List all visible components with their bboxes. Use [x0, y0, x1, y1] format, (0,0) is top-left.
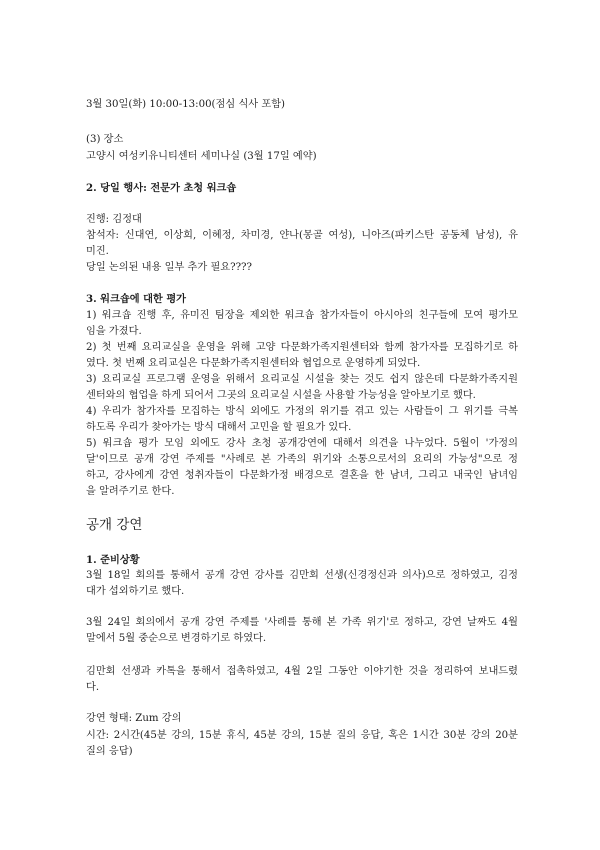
prep-para-1: 3월 18일 회의를 통해서 공개 강연 강사를 김만회 선생(신경정신과 의사)으로 정하였고, 김정	[86, 570, 518, 581]
prep-para-3-cont: 다.	[86, 682, 100, 693]
lecture-time: 시간: 2시간(45분 강의, 15분 휴식, 45분 강의, 15분 질의 응답, 혹은 1시간 30분 강의 20분	[86, 730, 518, 741]
eval-item-5-cont-2: 하고, 강사에게 강연 청취자들이 다문화가정 배경으로 결혼을 한 남녀, 그리고 내국인 남녀임	[86, 470, 518, 481]
eval-item-2-cont: 였다. 첫 번째 요리교실은 다문화가족지원센터와 협업으로 운영하게 되었다.	[86, 358, 421, 369]
eval-item-4: 4) 우리가 참가자를 모집하는 방식 외에도 가정의 위기를 겪고 있는 사람들이 그 위기를 극복	[86, 406, 518, 417]
eval-item-5: 5) 워크숍 평가 모임 외에도 강사 초청 공개강연에 대해서 의견을 나누었다. 5월이 '가정의	[86, 438, 518, 449]
prep-para-1-cont: 대가 섭외하기로 했다.	[86, 586, 185, 597]
section-2-heading: 2. 당일 행사: 전문가 초청 워크숍	[86, 182, 237, 194]
eval-item-1-cont: 임을 가졌다.	[86, 326, 142, 337]
section-3-heading: 3. 워크숍에 대한 평가	[86, 293, 187, 305]
eval-item-3: 3) 요리교실 프로그램 운영을 위해서 요리교실 시설을 찾는 것도 쉽지 않은데 다문화가족지원	[86, 374, 518, 385]
lecture-time-cont: 질의 응답)	[86, 746, 133, 757]
attendees-line-cont: 미진.	[86, 246, 109, 257]
eval-item-5-cont-1: 달'이므로 공개 강연 주제를 "사례로 본 가족의 위기와 소통으로서의 요리의 가능성"으로 정	[86, 454, 518, 465]
eval-item-1: 1) 워크숍 진행 후, 유미진 팀장을 제외한 워크숍 참가자들이 아시아의 친구들에 모여 평가모	[86, 310, 518, 321]
prep-para-3: 김만회 선생과 카톡을 통해서 접촉하였고, 4월 2일 그동안 이야기한 것을 정리하여 보내드렸	[86, 666, 518, 677]
venue-heading: (3) 장소	[86, 134, 124, 145]
prep-para-2-cont: 말에서 5월 중순으로 변경하기로 하였다.	[86, 633, 267, 644]
eval-item-4-cont: 하도록 우리가 찾아가는 방식 대해서 고민을 할 필요가 있다.	[86, 422, 352, 433]
public-lecture-title: 공개 강연	[86, 517, 143, 533]
facilitator-line: 진행: 김정대	[86, 214, 142, 225]
attendees-line: 참석자: 신대연, 이상희, 이혜정, 차미경, 얀나(몽골 여성), 니아즈(파키스탄 공동체 남성), 유	[86, 230, 518, 241]
note-line: 당일 논의된 내용 일부 추가 필요????	[86, 262, 252, 273]
eval-item-3-cont: 센터와의 협업을 하게 되어서 그곳의 요리교실 시설을 사용할 가능성을 알아보기로 했다.	[86, 390, 476, 401]
meeting-date: 3월 30일(화) 10:00-13:00(점심 식사 포함)	[86, 99, 286, 110]
eval-item-2: 2) 첫 번째 요리교실을 운영을 위해 고양 다문화가족지원센터와 함께 참가자를 모집하기로 하	[86, 342, 518, 353]
prep-heading: 1. 준비상황	[86, 554, 140, 566]
prep-para-2: 3월 24일 회의에서 공개 강연 주제를 '사례를 통해 본 가족 위기'로 정하고, 강연 날짜도 4월	[86, 617, 518, 628]
lecture-format: 강연 형태: Zum 강의	[86, 713, 182, 724]
eval-item-5-cont-3: 을 알려주기로 한다.	[86, 486, 175, 497]
venue-text: 고양시 여성키유니티센터 세미나실 (3월 17일 예약)	[86, 151, 317, 162]
